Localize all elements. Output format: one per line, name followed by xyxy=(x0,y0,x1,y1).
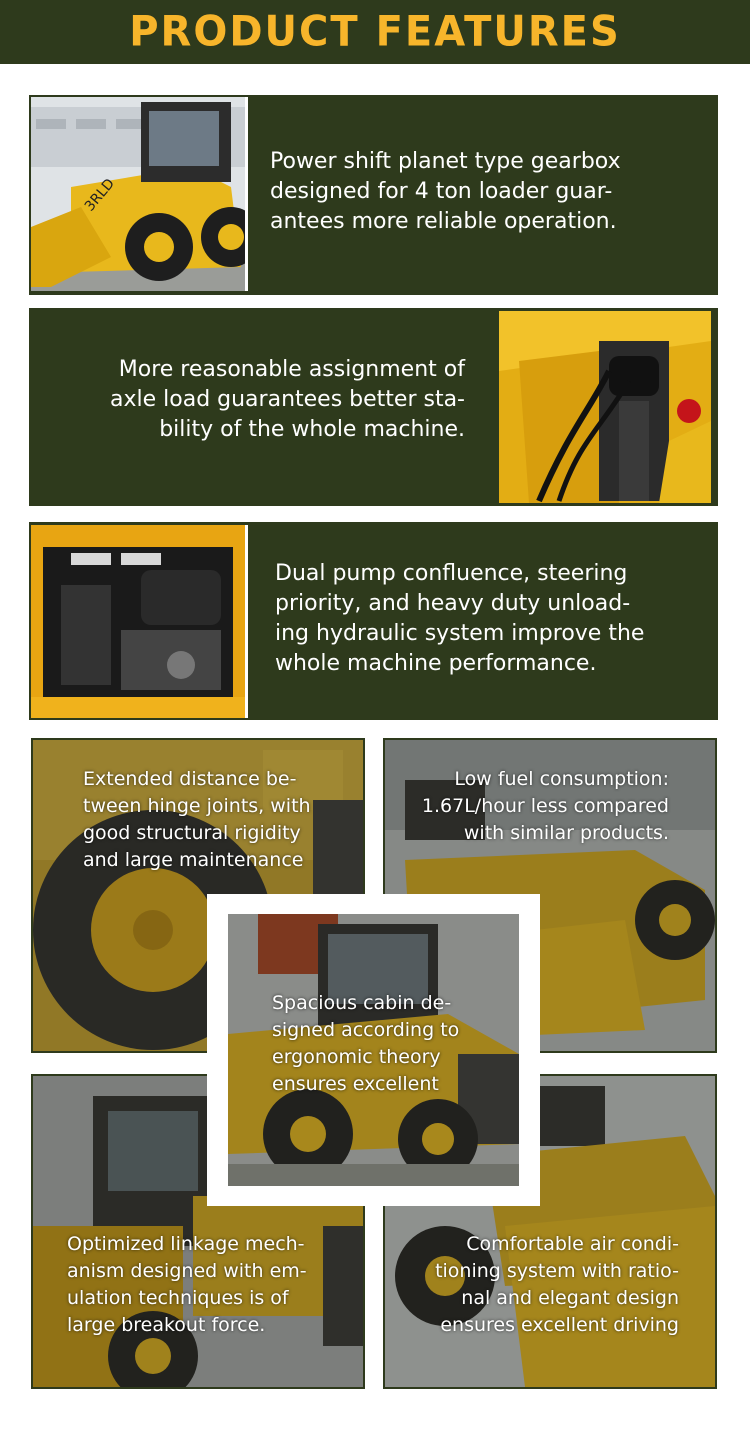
feature-line: More reasonable assignment of xyxy=(118,357,465,382)
tile-text xyxy=(272,990,512,1098)
feature-line: bility of the whole machine. xyxy=(159,417,465,442)
tile-line: and large maintenance xyxy=(83,849,304,871)
tile-line: signed according to xyxy=(272,1019,460,1041)
feature-row-gearbox xyxy=(29,95,718,295)
feature-text-axle xyxy=(69,355,465,445)
engine-bay-photo xyxy=(31,525,248,718)
feature-line: axle load guarantees better sta- xyxy=(110,387,465,412)
tile-line: anism designed with em- xyxy=(67,1260,307,1282)
feature-text-gearbox xyxy=(270,147,690,237)
feature-text-hydraulic xyxy=(275,559,705,679)
tile-text xyxy=(385,1231,679,1339)
feature-line: whole machine performance. xyxy=(275,651,597,676)
tile-line: 1.67L/hour less compared xyxy=(421,795,669,817)
axle-photo xyxy=(499,311,711,503)
tile-line: ulation techniques is of xyxy=(67,1287,289,1309)
feature-row-axle xyxy=(29,308,718,506)
tile-cabin xyxy=(228,914,519,1186)
tile-line: ensures excellent xyxy=(272,1073,439,1095)
tile-line: Extended distance be- xyxy=(83,768,297,790)
feature-line: Power shift planet type gearbox xyxy=(270,149,621,174)
tile-line: Comfortable air condi- xyxy=(466,1233,679,1255)
loader-photo xyxy=(31,97,248,291)
tile-line: tween hinge joints, with xyxy=(83,795,311,817)
feature-line: priority, and heavy duty unload- xyxy=(275,591,631,616)
tile-text xyxy=(67,1231,357,1339)
tile-line: ergonomic theory xyxy=(272,1046,441,1068)
tile-line: large breakout force. xyxy=(67,1314,266,1336)
tile-line: nal and elegant design xyxy=(461,1287,679,1309)
tile-line: Low fuel consumption: xyxy=(454,768,669,790)
page-title: PRODUCT FEATURES xyxy=(129,7,621,57)
tile-line: tioning system with ratio- xyxy=(435,1260,679,1282)
feature-line: Dual pump confluence, steering xyxy=(275,561,628,586)
tile-text xyxy=(83,766,353,874)
feature-line: antees more reliable operation. xyxy=(270,209,617,234)
feature-line: designed for 4 ton loader guar- xyxy=(270,179,613,204)
tile-line: good structural rigidity xyxy=(83,822,301,844)
tile-line: with similar products. xyxy=(463,822,669,844)
svg-text:3RLD: 3RLD xyxy=(81,175,118,215)
tile-line: ensures excellent driving xyxy=(440,1314,679,1336)
tile-line: Optimized linkage mech- xyxy=(67,1233,305,1255)
feature-row-hydraulic xyxy=(29,522,718,720)
page-header xyxy=(0,0,750,64)
tile-line: Spacious cabin de- xyxy=(272,992,452,1014)
center-tile-frame xyxy=(207,894,540,1206)
feature-line: ing hydraulic system improve the xyxy=(275,621,645,646)
tile-text xyxy=(385,766,669,847)
